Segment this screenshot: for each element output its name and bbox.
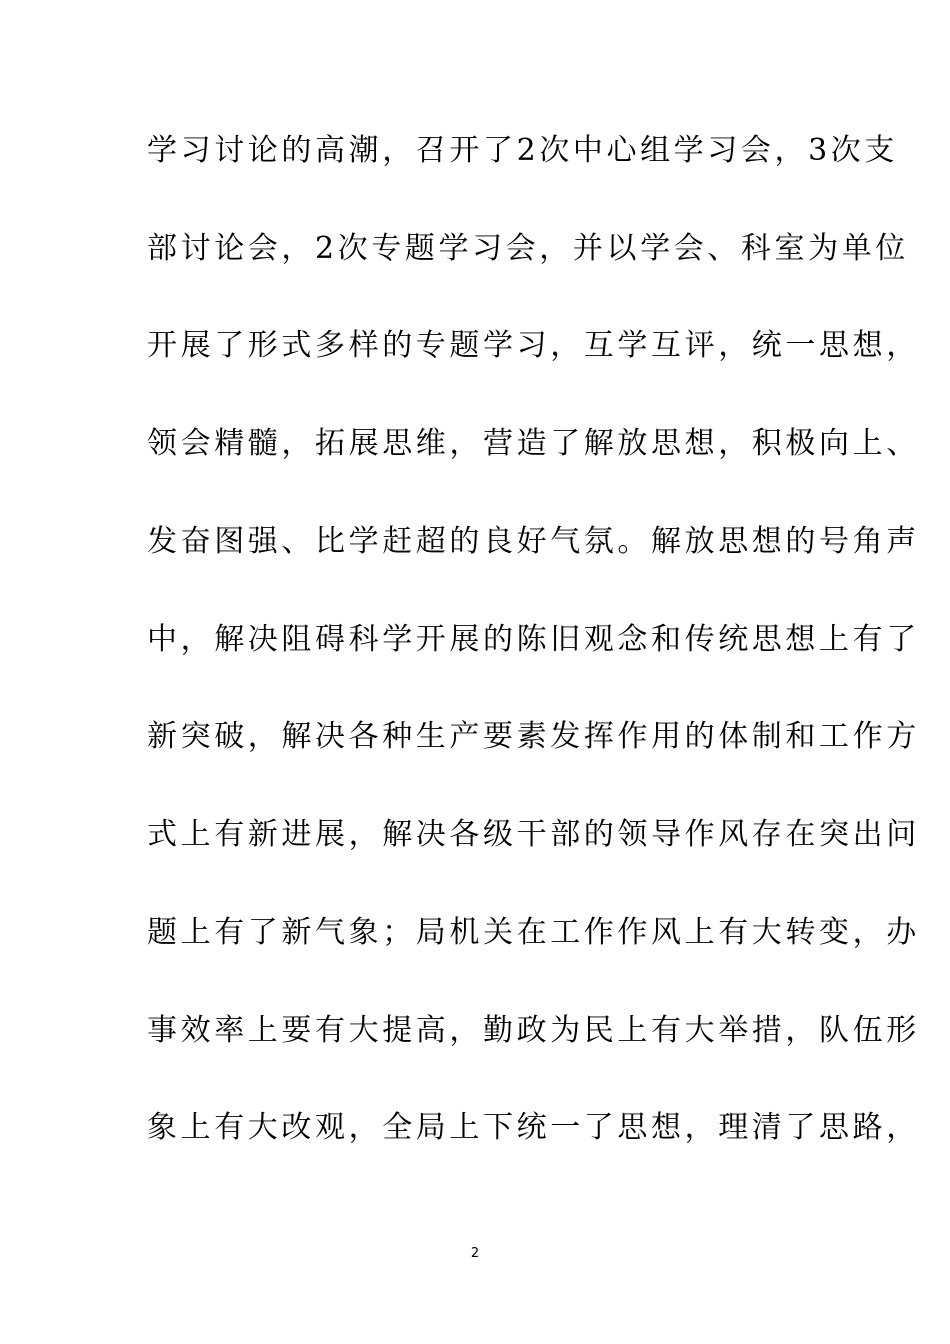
body-text-line: 领会精髓，拓展思维，营造了解放思想，积极向上、 xyxy=(147,426,920,461)
body-text-line: 开展了形式多样的专题学习，互学互评，统一思想， xyxy=(147,328,920,363)
body-text-line: 发奋图强、比学赶超的良好气氛。解放思想的号角声 xyxy=(147,524,920,559)
body-text-line: 题上有了新气象；局机关在工作作风上有大转变，办 xyxy=(147,915,920,950)
body-text-line: 式上有新进展，解决各级干部的领导作风存在突出问 xyxy=(147,817,920,852)
body-text-line: 新突破，解决各种生产要素发挥作用的体制和工作方 xyxy=(147,719,920,754)
page-number: 2 xyxy=(470,1246,480,1261)
body-text-line: 象上有大改观，全局上下统一了思想，理清了思路， xyxy=(147,1110,920,1145)
body-text-line: 学习讨论的高潮，召开了2次中心组学习会，3次支 xyxy=(147,133,898,168)
body-text-line: 中，解决阻碍科学开展的陈旧观念和传统思想上有了 xyxy=(147,622,920,657)
body-text-line: 部讨论会，2次专题学习会，并以学会、科室为单位 xyxy=(147,231,909,266)
body-text-line: 事效率上要有大提高，勤政为民上有大举措，队伍形 xyxy=(147,1013,920,1048)
